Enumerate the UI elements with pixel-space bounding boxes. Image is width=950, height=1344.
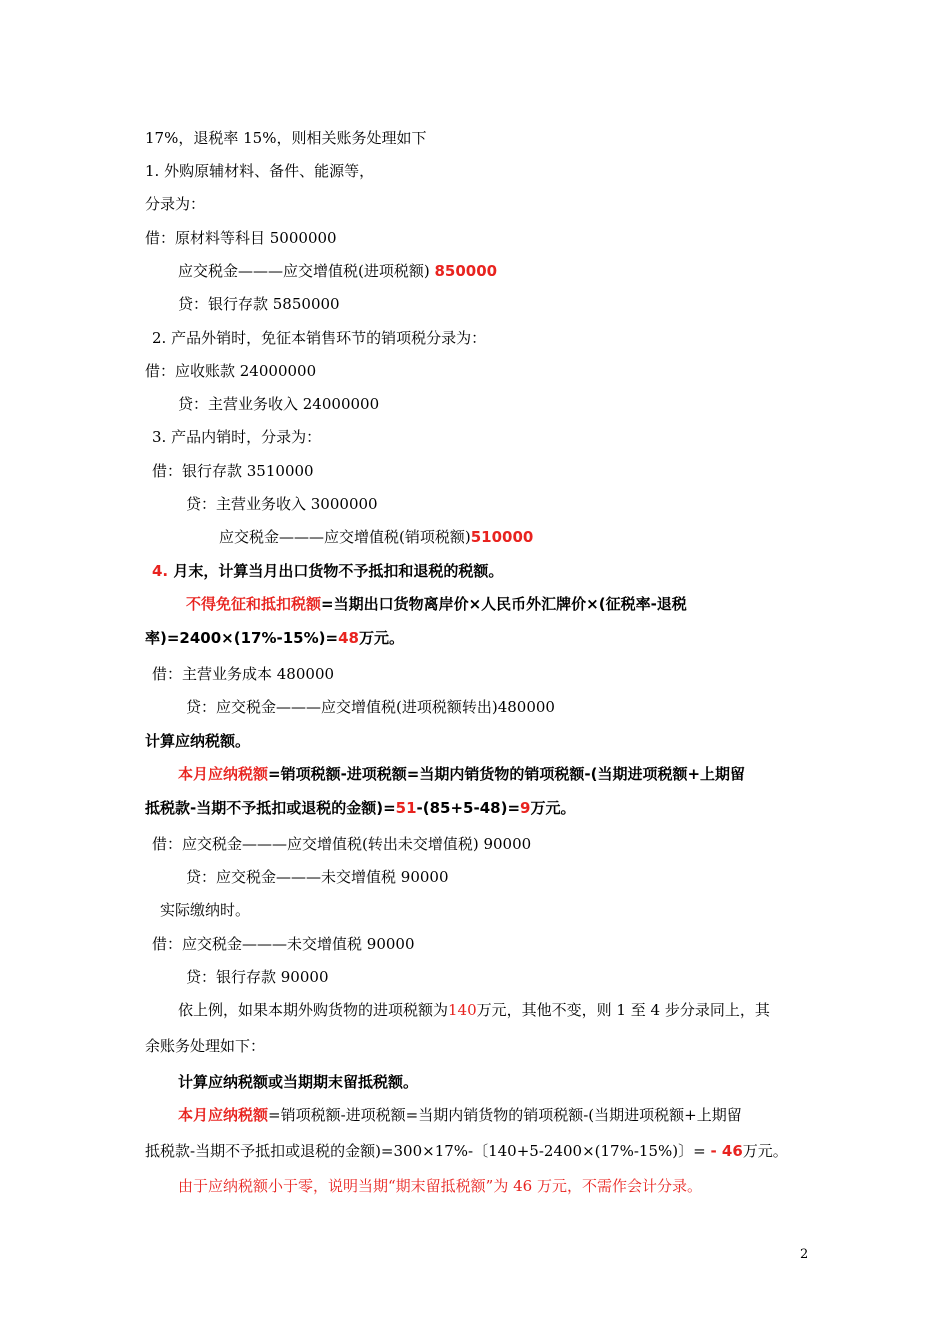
text-line: 计算应纳税额。 [145, 732, 251, 750]
text-line: 贷：银行存款 90000 [186, 968, 329, 986]
text-line: 借：应交税金———未交增值税 90000 [152, 935, 415, 953]
text-line: 1. 外购原辅材料、备件、能源等， [145, 162, 375, 180]
text-line: 率)=2400×(17%-15%)=48万元。 [145, 629, 404, 647]
text-line: 余账务处理如下： [145, 1037, 266, 1055]
text-line: 借：主营业务成本 480000 [152, 665, 335, 683]
text-line: 分录为： [145, 195, 206, 213]
text-line: 3. 产品内销时，分录为： [152, 428, 322, 446]
text-line: 本月应纳税额=销项税额-进项税额=当期内销货物的销项税额-(当期进项税额+上期留 [178, 765, 746, 783]
text-line: 应交税金———应交增值税(进项税额) 850000 [178, 262, 498, 280]
text-line: 17%，退税率 15%，则相关账务处理如下 [145, 129, 427, 147]
text-line: 贷：主营业务收入 3000000 [186, 495, 378, 513]
text-line: 由于应纳税额小于零，说明当期“期末留抵税额”为 46 万元，不需作会计分录。 [178, 1177, 702, 1195]
text-line: 本月应纳税额=销项税额-进项税额=当期内销货物的销项税额-(当期进项税额+上期留 [178, 1106, 742, 1124]
text-line: 2. 产品外销时，免征本销售环节的销项税分录为： [152, 329, 487, 347]
text-line: 借：应收账款 24000000 [145, 362, 317, 380]
text-line: 借：原材料等科目 5000000 [145, 229, 337, 247]
text-line: 不得免征和抵扣税额=当期出口货物离岸价×人民币外汇牌价×(征税率-退税 [186, 595, 687, 613]
text-line: 贷：银行存款 5850000 [178, 295, 340, 313]
text-line: 贷：应交税金———未交增值税 90000 [186, 868, 449, 886]
text-line: 4. 月末，计算当月出口货物不予抵扣和退税的税额。 [152, 562, 504, 580]
text-line: 抵税款-当期不予抵扣或退税的金额)=51-(85+5-48)=9万元。 [145, 799, 576, 817]
text-line: 计算应纳税额或当期期末留抵税额。 [178, 1073, 419, 1091]
text-line: 应交税金———应交增值税(销项税额)510000 [219, 528, 534, 546]
page-number: 2 [800, 1247, 809, 1262]
text-line: 贷：应交税金———应交增值税(进项税额转出)480000 [186, 698, 555, 716]
text-line: 抵税款-当期不予抵扣或退税的金额)=300×17%-〔140+5-2400×(17%-15%)〕= - 46万元。 [145, 1142, 788, 1160]
text-line: 借：银行存款 3510000 [152, 462, 314, 480]
text-line: 实际缴纳时。 [160, 901, 251, 919]
text-line: 借：应交税金———应交增值税(转出未交增值税) 90000 [152, 835, 532, 853]
text-line: 依上例，如果本期外购货物的进项税额为140万元，其他不变，则 1 至 4 步分录同上，其 [178, 1001, 770, 1019]
text-line: 贷：主营业务收入 24000000 [178, 395, 380, 413]
